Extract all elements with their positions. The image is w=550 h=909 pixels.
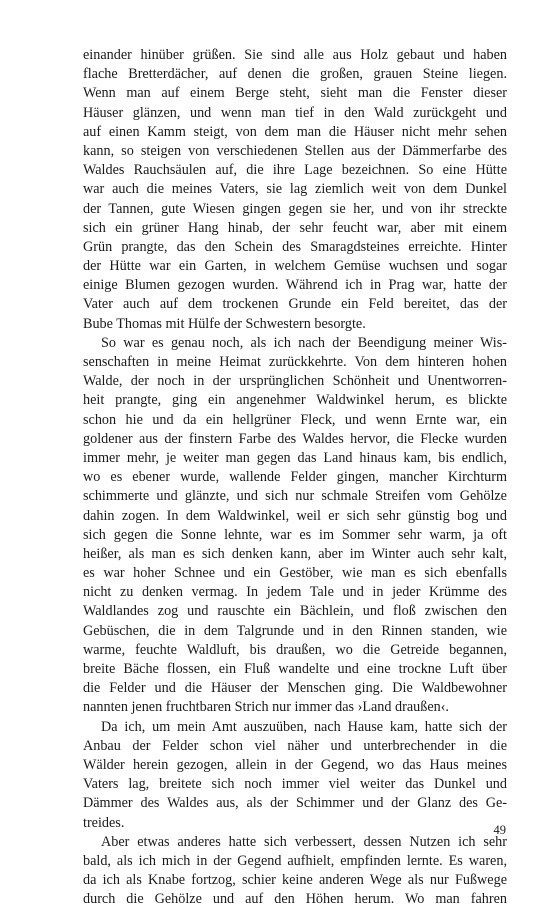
page-number: 49: [493, 823, 506, 837]
text-line: Gebüschen, die in dem Talgrunde und in den Rinnen standen, wie: [83, 622, 507, 639]
text-line: senschaften in meine Heimat zurückkehrte. Von dem hinteren hohen: [83, 354, 507, 370]
text-line: nannten jenen fruchtbaren Strich nur immer das ›Land draußen‹.: [83, 699, 449, 716]
body-text: [83, 46, 507, 909]
text-line: die Felder und die Häuser der Menschen ging. Die Waldbewohner: [83, 680, 507, 697]
text-line: breite Bäche flossen, ein Fluß wandelte und eine trockne Luft über: [83, 661, 507, 677]
text-line: da ich als Knabe fortzog, schier keine anderen Wege als nur Fußwege: [83, 872, 507, 889]
text-line: Aber etwas anderes hatte sich verbessert, dessen Nutzen ich sehr: [101, 833, 507, 850]
text-line: Bube Thomas mit Hülfe der Schwestern besorgte.: [83, 315, 366, 332]
text-line: sich ein grüner Hang hinab, der sehr feucht war, aber mit einem: [83, 219, 507, 236]
text-line: kann, so steigen von verschiedenen Stellen aus der Dämmerfarbe des: [83, 142, 507, 159]
text-line: Walde, der noch in der ursprünglichen Schönheit und Unentworren-: [83, 373, 507, 390]
text-line: Vater auch auf dem trockenen Grunde ein Feld bereitet, das der: [83, 296, 507, 313]
text-line: Häuser glänzen, und wenn man tief in den Wald zurückgeht und: [83, 104, 507, 121]
text-line: Dämmer des Waldes aus, als der Schimmer und der Glanz des Ge-: [83, 795, 507, 812]
text-line: durch die Gehölze und auf den Höhen herum. Wo man fahren: [83, 891, 507, 908]
text-line: Wälder herein gezogen, allein in der Gegend, wo das Haus meines: [83, 756, 507, 773]
text-line: warme, feuchte Waldluft, bis draußen, wo die Getreide begannen,: [83, 641, 507, 658]
text-line: schon hie und da ein hellgrüner Fleck, und wenn Ernte war, ein: [83, 411, 507, 428]
paragraph: [83, 46, 507, 334]
text-line: treides.: [83, 814, 125, 831]
text-line: der Hütte war ein Garten, in welchem Gemüse wuchsen und sogar: [83, 258, 507, 275]
text-line: es war hoher Schnee und ein Gestöber, wie man es sich ebenfalls: [83, 565, 507, 582]
text-line: schimmerte und glänzte, und sich nur schmale Streifen vom Gehölze: [83, 488, 507, 505]
text-line: immer mehr, je weiter man gegen das Land hinaus kam, bis endlich,: [83, 449, 507, 466]
text-line: Anbau der Felder schon viel näher und unterbrechender in die: [83, 737, 507, 754]
paragraph: [83, 334, 507, 718]
text-line: dahin zogen. In dem Waldwinkel, weil er sich sehr günstig bog und: [83, 507, 507, 524]
text-line: goldener aus der finstern Farbe des Waldes hervor, die Flecke wurden: [83, 430, 507, 447]
text-line: Grün prangte, das den Schein des Smaragdsteines erreichte. Hinter: [83, 238, 507, 255]
text-line: nicht zu denken vermag. In jedem Tale und in jeder Krümme des: [83, 584, 507, 601]
text-line: heißer, als man es sich denken kann, aber im Winter auch sehr kalt,: [83, 545, 507, 562]
text-line: Wenn man auf einem Berge steht, sieht man die Fenster dieser: [83, 85, 507, 102]
text-line: flache Bretterdächer, auf denen die großen, grauen Steine liegen.: [83, 66, 507, 83]
text-line: Waldlandes zog und rauschte ein Bächlein, und floß zwischen den: [83, 603, 507, 620]
paragraph: [83, 718, 507, 833]
text-line: Vaters lag, breitete sich noch immer viel weiter das Dunkel und: [83, 776, 507, 793]
text-line: Da ich, um mein Amt auszuüben, nach Hause kam, hatte sich der: [101, 718, 507, 735]
text-line: war auch die meines Vaters, sie lag ziemlich weit von dem Dunkel: [83, 181, 507, 198]
text-line: heit prangte, ging ein angenehmer Waldwinkel herum, es blickte: [83, 392, 507, 409]
paragraph: [83, 833, 507, 909]
text-line: einander hinüber grüßen. Sie sind alle aus Holz gebaut und haben: [83, 47, 507, 63]
text-line: Waldes Rauchsäulen auf, die ihre Lage bezeichnen. So eine Hütte: [83, 162, 507, 179]
text-line: auf einen Kamm steigt, von dem man die Häuser nicht mehr sehen: [83, 123, 507, 140]
text-line: einige Blumen gezogen wurden. Während ich in Prag war, hatte der: [83, 277, 507, 294]
text-line: wo es ebener wurde, wallende Felder gingen, mancher Kirchturm: [83, 469, 507, 486]
text-line: der Tannen, gute Wiesen gingen gegen sie her, und von ihr streckte: [83, 200, 507, 217]
text-line: sich gegen die Sonne lehnte, war es im Sommer sehr warm, ja oft: [83, 526, 507, 543]
text-line: bald, als ich mich in der Gegend aufhielt, empfinden lernte. Es waren,: [83, 852, 507, 869]
text-line: So war es genau noch, als ich nach der Beendigung meiner Wis-: [101, 334, 507, 351]
